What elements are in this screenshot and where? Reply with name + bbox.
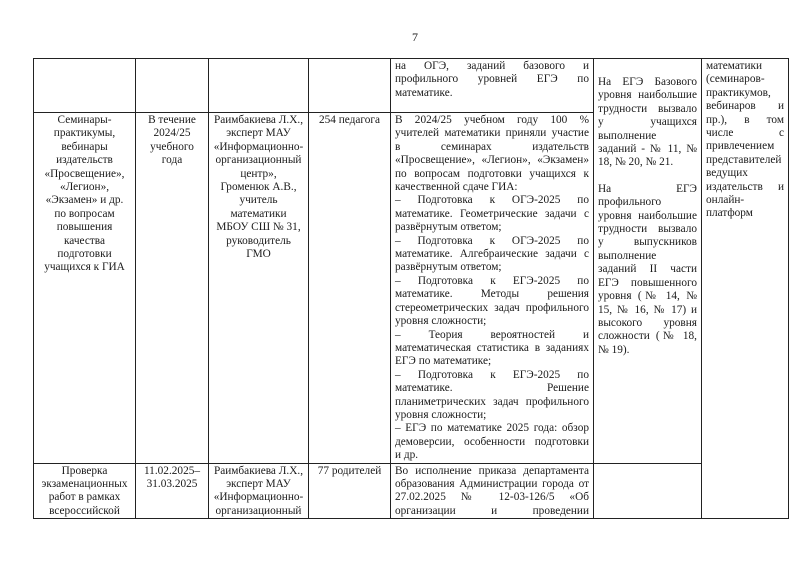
event-cell (34, 59, 136, 113)
cell-text-line: повышения (56, 221, 113, 234)
cell-text-line: – Теория вероятностей и (395, 328, 589, 341)
dates-cell (136, 59, 209, 113)
cell-text-line: Громенюк А.В., (220, 181, 297, 194)
cell-text-line: МБОУ СШ № 31, (216, 221, 301, 234)
participants-cell: 77 родителей (309, 463, 391, 519)
table-row (34, 59, 789, 113)
cell-text-line: платформ (706, 207, 753, 220)
cell-text-line: издательств (56, 154, 113, 167)
cell-text-line: развёрнутым ответом; (395, 261, 502, 274)
cell-text-line: образования Администрации города от (395, 477, 589, 490)
cell-text-line: уровня (№ 14, № (598, 290, 697, 303)
cell-text-line: Проверка (61, 464, 108, 477)
cell-text-line: качества (63, 234, 105, 247)
cell-text-line: На ЕГЭ Базового (598, 76, 697, 88)
cell-text-line: – ЕГЭ по математике 2025 года: обзор (395, 422, 589, 435)
result-cell (391, 59, 594, 113)
cell-text-line: по вопросам подготовки учащихся к (395, 167, 589, 180)
cell-text-line: подготовки (57, 248, 112, 261)
cell-text-line: учителей математики приняли участие (395, 127, 589, 140)
event-cell (34, 113, 136, 464)
cell-text-line: на ОГЭ, заданий базового и (395, 60, 589, 72)
cell-text-line: 11.02.2025– (143, 464, 201, 477)
cell-text-line: у учащихся (598, 116, 697, 129)
cell-text-line: выполнение (598, 249, 657, 262)
cell-text-line: «Информационно- (213, 140, 304, 153)
responsible-cell (209, 59, 309, 113)
cell-text-line: высокого уровня (598, 316, 697, 329)
cell-text-line: математике. Алгебраические задачи с (395, 248, 589, 261)
cell-text-line: уровня наибольшие (598, 209, 697, 222)
cell-text-line: уровня сложности; (395, 315, 487, 328)
cell-text-line: учащихся к ГИА (44, 261, 125, 274)
cell-text-line: «Просвещение», (44, 167, 125, 180)
responsible-cell (209, 113, 309, 464)
cell-text-line: заданий II части (598, 263, 697, 276)
cell-text-line: математическая статистика в заданиях (395, 341, 589, 354)
cell-text-line: «Информационно- (213, 491, 304, 504)
cell-text-line: Раимбакиева Л.Х., (213, 114, 304, 126)
cell-text-line: эксперт МАУ (226, 127, 291, 140)
cell-text-line: математике. (395, 86, 453, 99)
difficulties-cell (594, 463, 702, 519)
cell-text-line: ГМО (246, 248, 271, 261)
result-cell (391, 463, 594, 519)
cell-text-line: «Легион», (59, 181, 110, 194)
cell-text-line: эксперт МАУ (226, 477, 291, 490)
cell-text-line: «Просвещение», «Легион», «Экзамен» (395, 154, 589, 167)
cell-text-line: ЕГЭ повышенного (598, 276, 697, 289)
cell-text-line: 2024/25 (153, 127, 191, 140)
cell-text-line: издательств и (706, 180, 784, 193)
cell-text-line: по вопросам (54, 207, 115, 220)
cell-text-line: 31.03.2025 (146, 477, 198, 490)
cell-text-line: года (161, 154, 183, 167)
cell-text-line: демоверсии, особенности подготовки (395, 435, 589, 448)
cell-text-line: математики (230, 207, 287, 220)
cell-text-line: руководитель (226, 234, 291, 247)
result-cell (391, 113, 594, 464)
dates-cell (136, 463, 209, 519)
cell-text-line: работ в рамках (48, 491, 121, 504)
cell-text-line: организации и проведении (395, 504, 589, 517)
cell-text-line: 27.02.2025 № 12-03-126/5 «Об (395, 491, 589, 504)
cell-text-line: Во исполнение приказа департамента (395, 464, 589, 477)
cell-text-line: планиметрических задач профильного (395, 395, 589, 408)
cell-text-line: онлайн- (706, 194, 745, 207)
cell-text-line: – Подготовка к ОГЭ-2025 по (395, 234, 589, 247)
cell-text-line: 18, № 20, № 21. (598, 156, 674, 169)
cell-text-line: В 2024/25 учебном году 100 % (395, 114, 589, 126)
cell-text-line: заданий - № 11, № (598, 143, 697, 156)
cell-text-line: вебинары (61, 140, 108, 153)
participants-cell (309, 59, 391, 113)
cell-text-line: организационный (215, 504, 302, 517)
cell-text-line: В течение (148, 114, 196, 126)
responsible-cell (209, 463, 309, 519)
cell-text-line: математике. Методы решения (395, 288, 589, 301)
cell-text-line: Семинары- (57, 114, 112, 126)
cell-text-line: представителей (706, 153, 782, 166)
cell-text-line: у выпускников (598, 236, 697, 249)
cell-text-line: трудности вызвало (598, 223, 697, 236)
report-table (33, 58, 789, 519)
cell-text-line: трудности вызвало (598, 102, 697, 115)
cell-text-line: профильного уровней ЕГЭ по (395, 73, 589, 86)
cell-text-line: качественной сдаче ГИА: (395, 181, 518, 194)
cell-text-line: На ЕГЭ (598, 182, 697, 195)
cell-text-line: «Экзамен» и др. (45, 194, 124, 207)
event-cell (34, 463, 136, 519)
cell-text-line: вебинаров и (706, 100, 784, 113)
cell-text-line: привлечением (706, 140, 775, 153)
cell-text-line: всероссийской (49, 504, 120, 517)
cell-text-line: (семинаров- (706, 73, 765, 86)
cell-text-line: организационный (215, 154, 302, 167)
dates-cell (136, 113, 209, 464)
cell-text-line: Раимбакиева Л.Х., (213, 464, 304, 477)
cell-text-line: стереометрических задач профильного (395, 301, 589, 314)
cell-text-line: уровня наибольшие (598, 89, 697, 102)
cell-text-line: и др. (395, 449, 419, 462)
cell-text-line: практикумов, (706, 86, 771, 99)
cell-text-line: в семинарах издательств (395, 140, 589, 153)
cell-text-line: пр.), в том (706, 113, 784, 126)
cell-text-line: числе с (706, 127, 784, 140)
difficulties-cell (594, 59, 702, 464)
participants-cell: 254 педагога (309, 113, 391, 464)
cell-text-line: профильного (598, 196, 662, 209)
cell-text-line: математике. Геометрические задачи с (395, 207, 589, 220)
table-row (34, 463, 789, 519)
cell-text-line: – Подготовка к ЕГЭ-2025 по (395, 274, 589, 287)
cell-text-line: № 19). (598, 343, 630, 356)
cell-text-line: практикумы, (53, 127, 116, 140)
cell-text-line: – Подготовка к ЕГЭ-2025 по (395, 368, 589, 381)
cell-text-line: уровня сложности; (395, 408, 487, 421)
cell-text-line: центр», (240, 167, 277, 180)
cell-text-line: – Подготовка к ОГЭ-2025 по (395, 194, 589, 207)
cell-text-line: ведущих (706, 167, 748, 180)
cell-text-line: 15, № 16, № 17) и (598, 303, 697, 316)
cell-text-line: экзаменационных (41, 477, 128, 490)
cell-text-line: математики (706, 60, 763, 72)
cell-text-line: развёрнутым ответом; (395, 221, 502, 234)
cell-text-line: учебного (150, 140, 194, 153)
cell-text-line: ЕГЭ по математике; (395, 355, 492, 368)
cell-text-line: математике. Решение (395, 382, 589, 395)
page-number: 7 (412, 30, 418, 44)
cell-text-line: учитель (239, 194, 278, 207)
cell-text-line: сложности (№ 18, (598, 330, 697, 343)
recommendations-cell (702, 59, 789, 519)
cell-text-line: выполнение (598, 129, 657, 142)
